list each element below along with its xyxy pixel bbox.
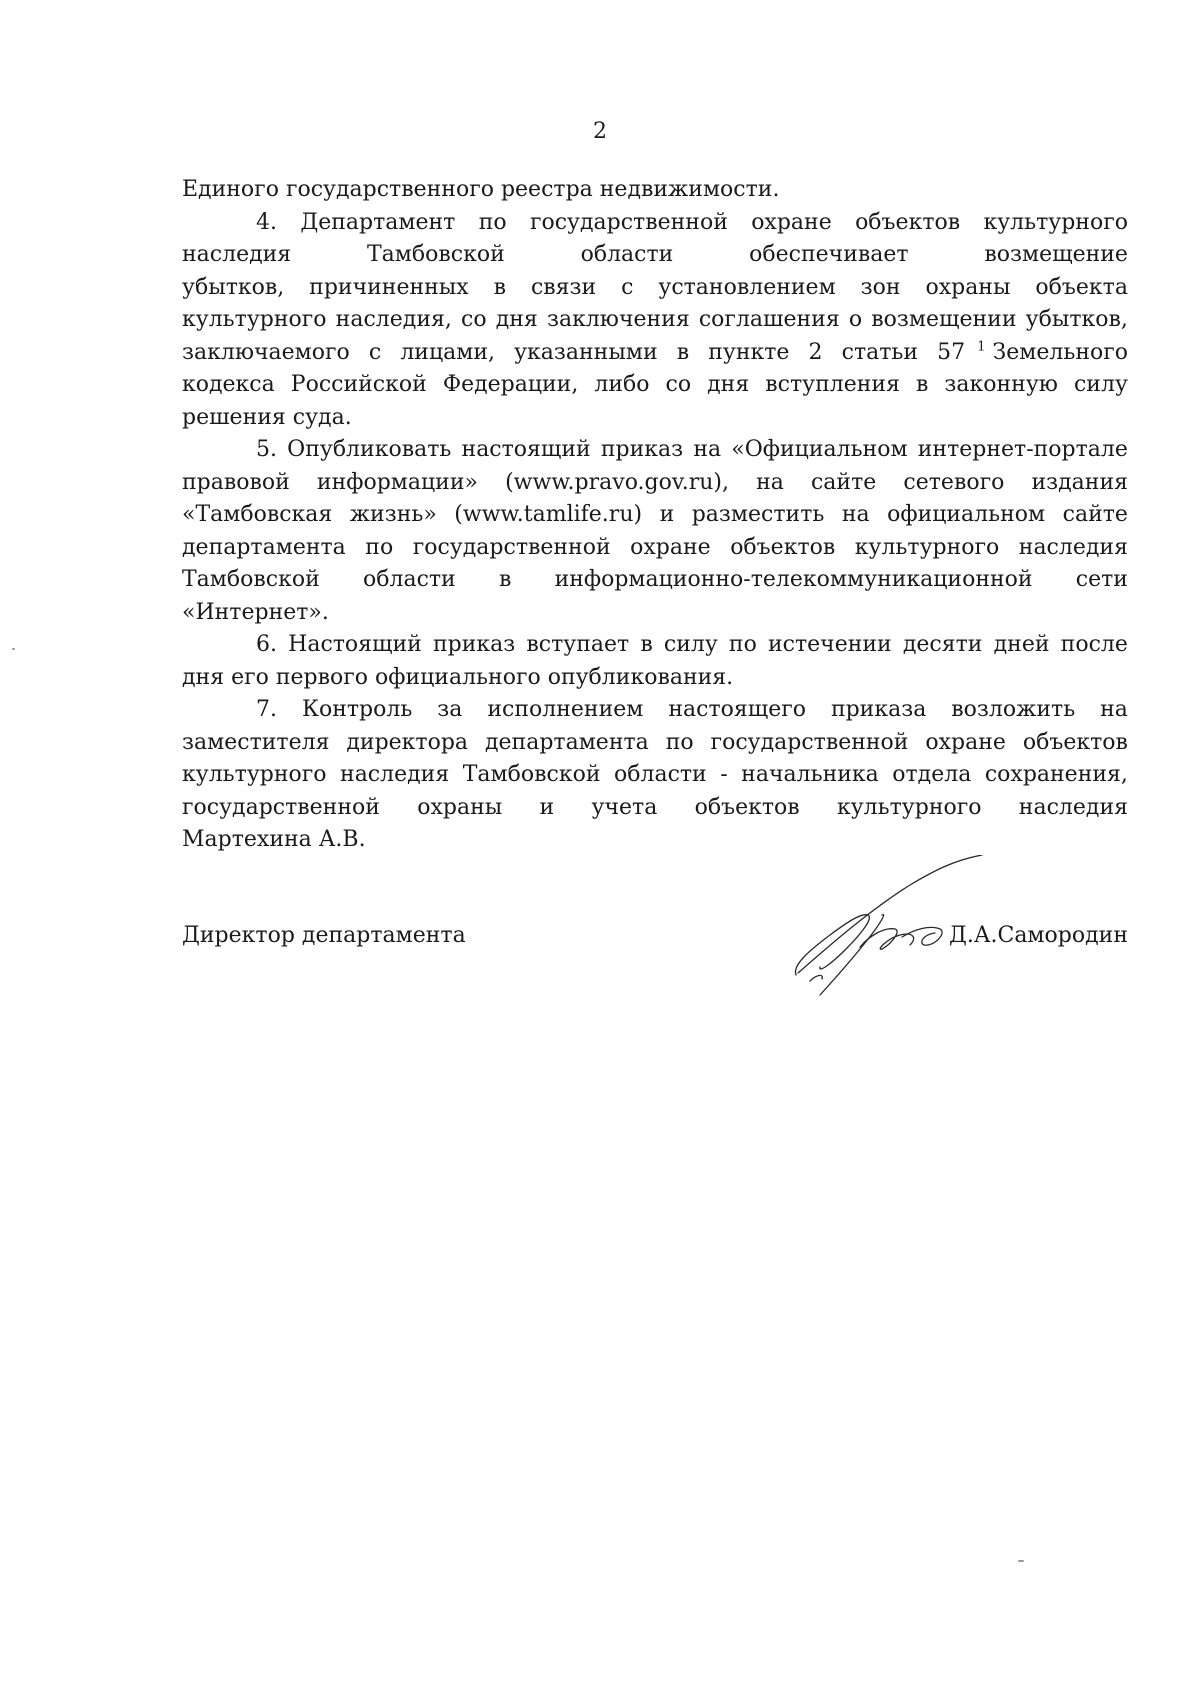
word: наследия [1018, 794, 1128, 820]
word: государственной [412, 534, 611, 560]
word: сайте [1062, 502, 1128, 527]
word: охраны [925, 274, 1011, 300]
word: сетевого [903, 469, 1005, 495]
word: объектов [855, 209, 961, 235]
word: директора [346, 729, 469, 755]
word: о [848, 307, 863, 332]
word: культурного [983, 209, 1128, 235]
word: государственной [182, 794, 380, 820]
word: области [613, 762, 707, 787]
word: сети [1075, 567, 1128, 592]
word: по [665, 729, 694, 755]
word: охране [925, 729, 1006, 755]
text-line: «Интернет». [182, 599, 329, 625]
word: информационно-телекоммуникационной [554, 567, 1033, 592]
word: области [362, 567, 456, 592]
word: наследия, [335, 307, 452, 332]
paragraph-item-4 [182, 207, 1128, 435]
word: в [915, 372, 929, 397]
word: Тамбовской [182, 567, 320, 592]
word: культурного [836, 794, 982, 820]
word: за [437, 697, 463, 722]
word: настоящего [668, 697, 806, 722]
word: «Официальном [731, 437, 908, 462]
word: области [580, 242, 674, 267]
text-line: дня его первого официального опубликования. [182, 664, 734, 690]
word: на [756, 469, 784, 495]
word: приказ [432, 632, 516, 657]
text-line [182, 759, 1128, 792]
word: в [493, 274, 507, 300]
text-line [182, 629, 1128, 662]
page-number: 2 [593, 119, 607, 144]
text-line-with-superscript [182, 337, 1128, 370]
word: исполнением [487, 697, 644, 722]
word: в [640, 632, 653, 657]
word: законную [944, 372, 1058, 397]
word: разместить [691, 502, 825, 527]
word: по [478, 209, 507, 235]
word: учета [591, 794, 658, 820]
signer-name: Д.А.Самородин [948, 923, 1128, 948]
word: установлением [658, 274, 836, 300]
text-line [182, 564, 1128, 597]
text-line [182, 434, 1128, 467]
word: охраны [417, 794, 503, 820]
text-line [182, 727, 1128, 760]
signer-title: Директор департамента [182, 923, 466, 948]
text-line: Мартехина А.В. [182, 827, 366, 852]
word: на [841, 502, 870, 527]
word: силу [1073, 372, 1128, 397]
word: сохранения, [984, 762, 1128, 787]
word: и [539, 794, 555, 820]
word: с [368, 339, 382, 365]
word: заключения [546, 307, 690, 332]
word: убытков, [182, 274, 285, 300]
word: Настоящий [288, 632, 422, 657]
word: дней [993, 632, 1050, 657]
text-line-tail [977, 337, 1128, 370]
tail-word: Земельного [985, 339, 1128, 365]
scan-speck [1018, 1560, 1024, 1562]
word: на [693, 437, 722, 462]
word: жизнь» [349, 502, 437, 527]
word: со [461, 307, 487, 332]
word: дня [495, 307, 538, 332]
text-line [182, 792, 1128, 825]
word: с [621, 274, 634, 300]
word: пункте [708, 339, 790, 365]
word: (www.pravo.gov.ru), [505, 469, 729, 495]
word: начальника [741, 762, 879, 787]
word: указанными [514, 339, 658, 365]
word: со [665, 372, 692, 397]
word: дня [707, 372, 750, 397]
document-body [182, 174, 1128, 857]
word: связи [530, 274, 597, 300]
word: 2 [808, 339, 823, 365]
text-line [182, 207, 1128, 240]
word: 4. [256, 209, 277, 235]
word: охране [751, 209, 832, 235]
word: правовой [182, 469, 290, 495]
word: Тамбовской [462, 762, 601, 787]
word: государственной [529, 209, 728, 235]
text-line [182, 239, 1128, 272]
paragraph-item-5 [182, 434, 1128, 629]
word: интернет-портале [917, 437, 1128, 462]
word: объекта [1035, 274, 1128, 300]
word: государственной [710, 729, 909, 755]
word: статьи [841, 339, 919, 365]
word: департамента [182, 534, 346, 560]
word: издания [1031, 469, 1128, 495]
word: убытков, [1025, 307, 1128, 332]
word: причиненных [309, 274, 469, 300]
word: вступления [765, 372, 900, 397]
text-line [182, 499, 1128, 532]
word: культурного [854, 534, 1000, 560]
word: наследия [1018, 534, 1128, 560]
word: кодекса [182, 372, 275, 397]
word: Российской [290, 372, 427, 397]
word: в [676, 339, 690, 365]
word: истечении [767, 632, 892, 657]
paragraph-item-7 [182, 694, 1128, 857]
word: 57 [937, 339, 966, 365]
signature-block [182, 920, 1128, 960]
word: отдела [892, 762, 972, 787]
word: официальном [887, 502, 1046, 527]
word: наследия [182, 242, 292, 267]
word: лицами, [400, 339, 495, 365]
word: возложить [951, 697, 1076, 722]
word: возмещении [871, 307, 1017, 332]
word: (www.tamlife.ru) [454, 502, 643, 527]
word: 6. [256, 632, 277, 657]
word: и [659, 502, 675, 527]
word: либо [594, 372, 650, 397]
word: объектов [694, 794, 800, 820]
word: приказ [600, 437, 684, 462]
word: информации» [316, 469, 478, 495]
word: силу [663, 632, 718, 657]
text-line: Единого государственного реестра недвижимости. [182, 177, 780, 202]
word: заключаемого [182, 339, 350, 365]
word: объектов [730, 534, 836, 560]
word: десяти [902, 632, 983, 657]
word: после [1060, 632, 1128, 657]
word: зон [860, 274, 901, 300]
paragraph-item-6 [182, 629, 1128, 694]
word: по [365, 534, 394, 560]
word: Федерации, [442, 372, 579, 397]
word: заместителя [182, 729, 330, 755]
word: обеспечивает [749, 242, 909, 267]
word: Опубликовать [287, 437, 452, 462]
word: в [498, 567, 512, 592]
word: Департамент [300, 209, 456, 235]
word: «Тамбовская [182, 502, 333, 527]
paragraph-continuation [182, 174, 1128, 207]
word: 5. [256, 437, 277, 462]
text-line [182, 369, 1128, 402]
word: культурного [182, 307, 327, 332]
word: приказа [830, 697, 927, 722]
text-line [182, 467, 1128, 500]
text-line [182, 532, 1128, 565]
word: возмещение [984, 242, 1128, 267]
word: 7. [256, 697, 277, 722]
word: Контроль [301, 697, 413, 722]
text-line-body [182, 337, 965, 370]
word: культурного [182, 762, 327, 787]
word: соглашения [698, 307, 840, 332]
word: охране [630, 534, 711, 560]
word: наследия [340, 762, 450, 787]
word: на [1100, 697, 1128, 722]
text-line [182, 304, 1128, 337]
text-line [182, 272, 1128, 305]
word: настоящий [461, 437, 591, 462]
superscript-mark: 1 [977, 339, 986, 355]
text-line: решения суда. [182, 404, 352, 430]
scan-speck [12, 648, 15, 650]
word: по [728, 632, 757, 657]
word: объектов [1022, 729, 1128, 755]
text-line [182, 694, 1128, 727]
word: Тамбовской [367, 242, 505, 267]
word: департамента [484, 729, 649, 755]
word: сайте [810, 469, 877, 495]
word: - [720, 762, 728, 787]
word: вступает [526, 632, 630, 657]
